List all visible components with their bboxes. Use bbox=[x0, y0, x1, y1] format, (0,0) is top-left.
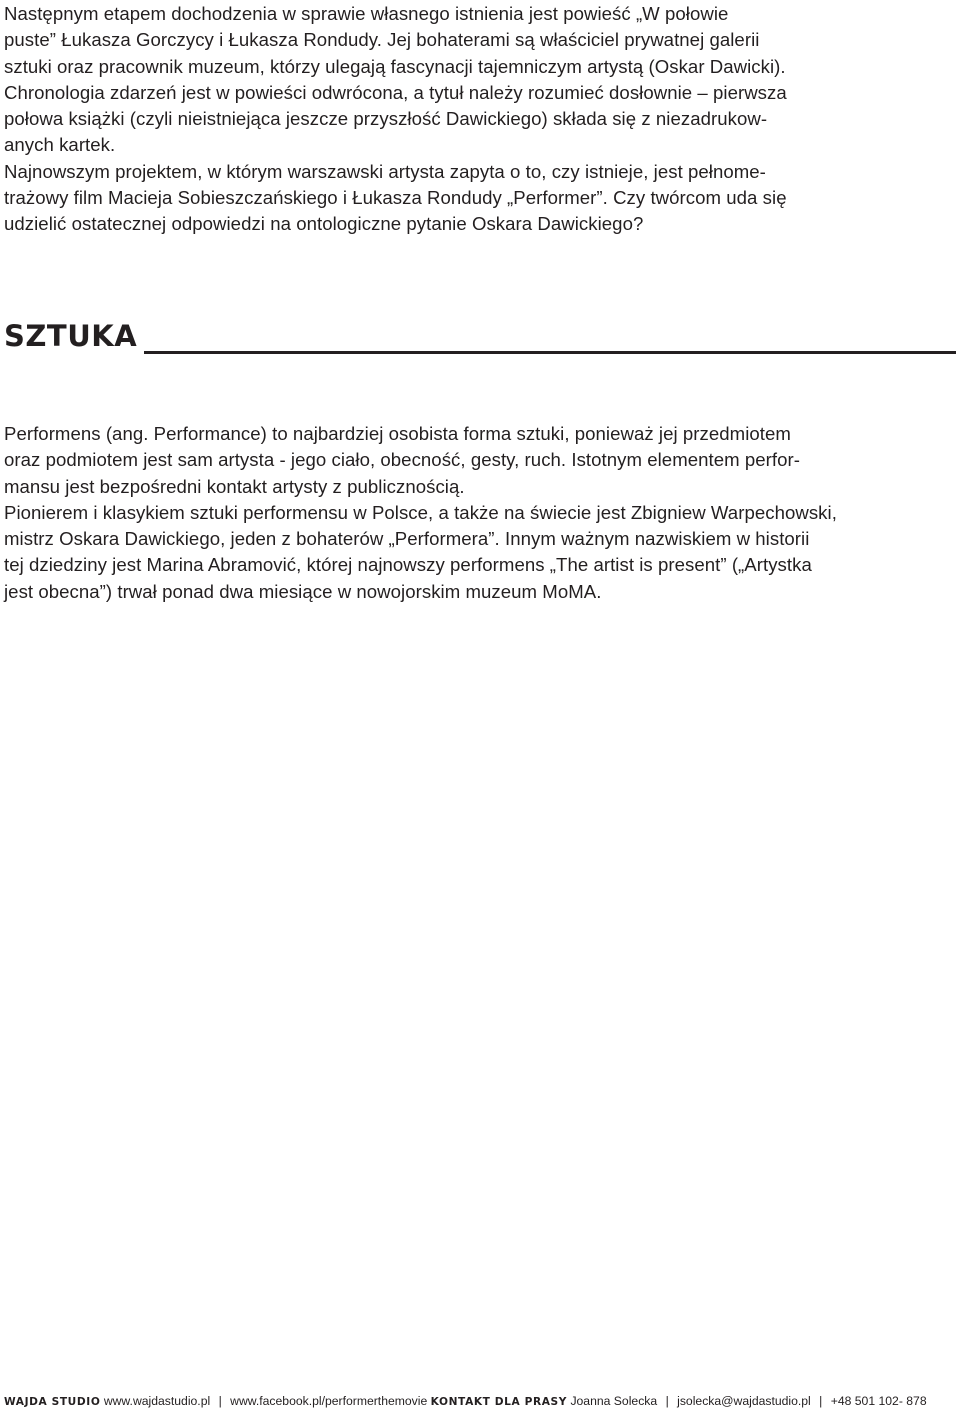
text-line: jest obecna”) trwał ponad dwa miesiące w nowojorskim muzeum MoMA. bbox=[4, 580, 602, 602]
paragraph-performance-definition bbox=[4, 421, 956, 500]
intro-text bbox=[4, 1, 956, 238]
paragraph-performer-film bbox=[4, 159, 956, 238]
footer-separator: | bbox=[665, 1394, 669, 1408]
text-line: trażowy film Macieja Sobieszczańskiego i Łukasza Rondudy „Performer”. Czy twórcom uda się bbox=[4, 187, 787, 209]
section-header bbox=[4, 318, 956, 358]
heading-rule bbox=[144, 351, 956, 354]
facebook-link[interactable]: www.facebook.pl/performerthemovie bbox=[230, 1394, 428, 1408]
phone-number: +48 501 102- 878 bbox=[830, 1394, 927, 1408]
text-line: mansu jest bezpośredni kontakt artysty z publicznością. bbox=[4, 475, 465, 497]
text-line: oraz podmiotem jest sam artysta - jego ciało, obecność, gesty, ruch. Istotnym elementem perfor- bbox=[4, 449, 800, 471]
footer-separator: | bbox=[819, 1394, 823, 1408]
email-link[interactable]: jsolecka@wajdastudio.pl bbox=[677, 1394, 811, 1408]
text-line: Performens (ang. Performance) to najbardziej osobista forma sztuki, ponieważ jej przedmiotem bbox=[4, 423, 791, 444]
paragraph-performance-pioneers bbox=[4, 500, 956, 605]
text-line: sztuki oraz pracownik muzeum, którzy ulegają fascynacji tajemniczym artystą (Oskar Dawicki). bbox=[4, 55, 786, 77]
text-line: anych kartek. bbox=[4, 134, 116, 156]
text-line: połowa książki (czyli nieistniejąca jeszcze przyszłość Dawickiego) składa się z niezadrukow- bbox=[4, 108, 768, 130]
text-line: Chronologia zdarzeń jest w powieści odwrócona, a tytuł należy rozumieć dosłownie – pierwsza bbox=[4, 81, 787, 103]
text-line: Następnym etapem dochodzenia w sprawie własnego istnienia jest powieść „W połowie bbox=[4, 3, 729, 24]
paragraph-gorczyca-novel bbox=[4, 1, 956, 80]
text-line: puste” Łukasza Gorczycy i Łukasza Rondudy. Jej bohaterami są właściciel prywatnej galerii bbox=[4, 29, 760, 51]
text-line: tej dziedziny jest Marina Abramović, której najnowszy performens „The artist is present” („Artystka bbox=[4, 554, 812, 576]
website-link[interactable]: www.wajdastudio.pl bbox=[103, 1394, 211, 1408]
contact-name: Joanna Solecka bbox=[570, 1394, 658, 1408]
press-contact-label: KONTAKT DLA PRASY bbox=[430, 1396, 568, 1408]
section-heading: SZTUKA bbox=[4, 319, 138, 353]
studio-name: WAJDA STUDIO bbox=[4, 1396, 101, 1408]
text-line: udzielić ostatecznej odpowiedzi na ontologiczne pytanie Oskara Dawickiego? bbox=[4, 213, 644, 235]
footer-separator: | bbox=[218, 1394, 222, 1408]
art-section-text bbox=[4, 421, 956, 605]
page-footer bbox=[4, 1393, 956, 1410]
text-line: Pionierem i klasykiem sztuki performensu w Polsce, a także na świecie jest Zbigniew Warpechowski, bbox=[4, 501, 837, 523]
paragraph-chronology bbox=[4, 80, 956, 159]
text-line: mistrz Oskara Dawickiego, jeden z bohaterów „Performera”. Innym ważnym nazwiskiem w historii bbox=[4, 528, 810, 550]
text-line: Najnowszym projektem, w którym warszawski artysta zapyta o to, czy istnieje, jest pełnome- bbox=[4, 160, 766, 182]
